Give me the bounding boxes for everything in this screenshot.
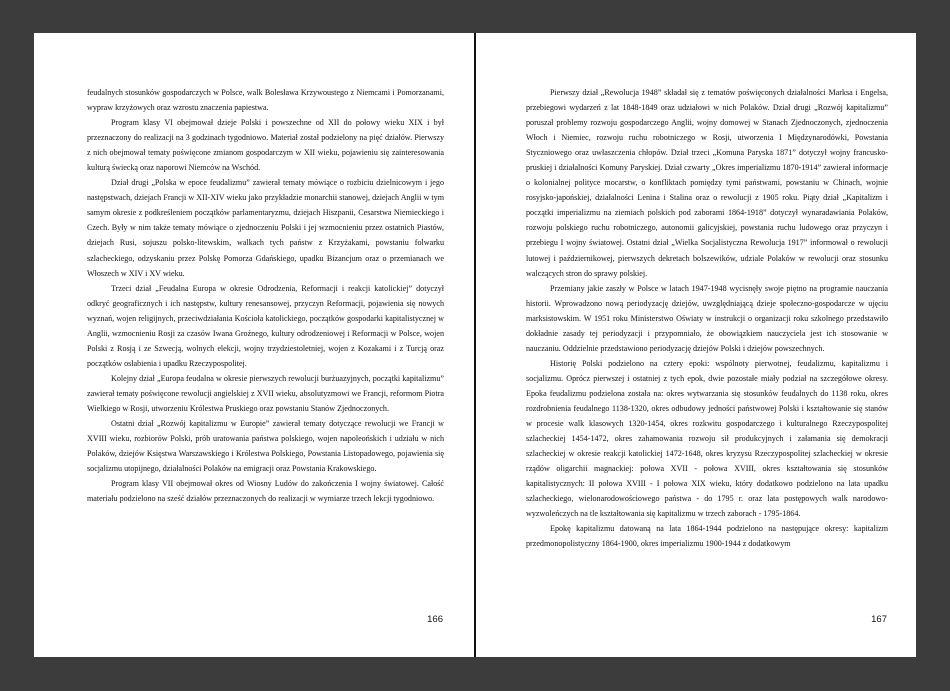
page-number: 167 bbox=[871, 614, 887, 625]
right-page-text bbox=[526, 85, 888, 551]
paragraph: Pierwszy dział „Rewolucja 1948” składał się z tematów poświęconych działalności Marksa i Engelsa, przebiegowi wydarzeń z lat 1848-1849 oraz udziałowi w nich Polaków. Dział drugi „Rozwój kapitalizmu” poruszał problemy rozwoju gospodarczego Anglii, wojny domowej w Stanach Zjednoczonych, zjednoczenia Włoch i Niemiec, rozwoju ruchu robotniczego w Rosji, utworzenia I Międzynarodówki, Powstania Styczniowego oraz uwłaszczenia chłopów. Dział trzeci „Komuna Paryska 1871” dotyczył wojny francusko-pruskiej i działalności Komuny Paryskiej. Dział czwarty „Okres imperializmu 1870-1914” zawierał informacje o kolonialnej polityce mocarstw, o konfliktach pomiędzy tymi państwami, powstaniu w Chinach, wojnie rosyjsko-japońskiej, działalności Lenina i Stalina oraz o rewolucji z 1905 roku. Piąty dział „Kapitalizm i początki imperializmu na ziemiach polskich pod zaborami 1864-1918” dotyczył wynaradawiania Polaków, rozwoju polskiego ruchu robotniczego, autonomii galicyjskiej, powstania ruchu ludowego oraz przyczyn i przebiegu I wojny światowej. Ostatni dział „Wielka Socjalistyczna Rewolucja 1917” informował o rewolucji lutowej i październikowej, pierwszych dekretach bolszewików, udziale Polaków w rewolucji oraz stosunku walczących stron do sprawy polskiej. bbox=[526, 88, 888, 278]
right-page bbox=[476, 33, 916, 657]
paragraph: Program klasy VII obejmował okres od Wiosny Ludów do zakończenia I wojny światowej. Całość materiału podzielono na sześć działów przeznaczonych do realizacji w wymiarze trzech lekcji tygodniowo. bbox=[87, 479, 444, 504]
left-page bbox=[34, 33, 474, 657]
paragraph: Ostatni dział „Rozwój kapitalizmu w Europie” zawierał tematy dotyczące rewolucji we Francji w XVIII wieku, rozbiorów Polski, prób uratowania państwa polskiego, wojen napoleońskich i udziału w nich Polaków, dziejów Księstwa Warszawskiego i Królestwa Polskiego, Powstania Listopadowego, pojawienia się socjalizmu utopijnego, działalności Polaków na emigracji oraz Powstania Krakowskiego. bbox=[87, 419, 444, 474]
paragraph: Historię Polski podzielono na cztery epoki: wspólnoty pierwotnej, feudalizmu, kapitalizmu i socjalizmu. Oprócz pierwszej i ostatniej z tych epok, dwie pozostałe miały podział na szczegółowe okresy. Epoka feudalizmu podzielona została na: okres wytwarzania się stosunków feudalnych do 1138 roku, okres rozdrobnienia feudalnego 1138-1320, okres odbudowy jedności państwowej Polski i kształtowanie się stanów w procesie walk klasowych 1320-1454, okres rozkwitu gospodarczego i kulturalnego Rzeczypospolitej szlacheckiej 1454-1472, okres zahamowania rozwoju sił produkcyjnych i załamania się demokracji szlacheckiej w okresie reakcji katolickiej 1472-1648, okres kryzysu Rzeczypospolitej szlacheckiej w okresie rządów oligarchii magnackiej: połowa XVII - połowa XVIII, okres kształtowania się stosunków kapitalistycznych: II połowa XVIII - I połowa XIX wieku, który dodatkowo podzielono na lata upadku szlacheckiego, wielonarodowościowego państwa - do 1795 r. oraz lata postępowych walk narodowo-wyzwoleńczych na tle kształtowania się kapitalizmu w trzech zaborach - 1795-1864. bbox=[526, 358, 888, 519]
paragraph: Dział drugi „Polska w epoce feudalizmu” zawierał tematy mówiące o rozbiciu dzielnicowym i jego następstwach, dziejach Francji w XII-XIV wieku jako przykładzie monarchii stanowej, dziejach Anglii w tym samym okresie z podkreśleniem początków parlamentaryzmu, dziejach Hiszpanii, Cesarstwa Niemieckiego i Czech. Były w nim także tematy mówiące o zjednoczeniu Polski i jej wzmocnieniu przez ostatnich Piastów, dziejach Rusi, sojuszu polsko-litewskim, walkach tych państw z Krzyżakami, powstaniu folwarku szlacheckiego, odzyskaniu przez Polskę Pomorza Gdańskiego, upadku Bizancjum oraz o przemianach we Włoszech w XIV i XV wieku. bbox=[87, 178, 444, 278]
paragraph: Epokę kapitalizmu datowaną na lata 1864-1944 podzielono na następujące okresy: kapitalizm przedmonopolistyczny 1864-1900, okres imperializmu 1900-1944 z dodatkowym bbox=[526, 524, 888, 549]
paragraph: Program klasy VI obejmował dzieje Polski i powszechne od XII do połowy wieku XIX i był przeznaczony do realizacji na 3 godzinach tygodniowo. Materiał został podzielony na pięć działów. Pierwszy z nich obejmował tematy poświęcone zmianom gospodarczym w XII wieku, pojawieniu się zainteresowania kulturą świecką oraz naporowi Niemców na Wschód. bbox=[87, 118, 444, 173]
paragraph: Kolejny dział „Europa feudalna w okresie pierwszych rewolucji burżuazyjnych, początki kapitalizmu” zawierał tematy poświęcone rewolucji angielskiej z XVII wieku, absolutyzmowi we Francji, reformom Piotra Wielkiego w Rosji, utworzeniu Królestwa Pruskiego oraz powstaniu Stanów Zjednoczonych. bbox=[87, 373, 444, 413]
page-number: 166 bbox=[427, 614, 443, 625]
left-page-text bbox=[87, 85, 444, 506]
paragraph: Przemiany jakie zaszły w Polsce w latach 1947-1948 wycisnęły swoje piętno na programie nauczania historii. Wprowadzono nową periodyzację dziejów, uwzględniającą dzieje społeczno-gospodarcze w ujęciu marksistowskim. W 1951 roku Ministerstwo Oświaty w instrukcji o organizacji roku szkolnego przedstawiło dokładnie zasady tej periodyzacji i przypomniało, że obowiązkiem nauczyciela jest ich stosowanie w nauczaniu. Oddzielnie przedstawiono periodyzację dziejów Polski i dziejów powszechnych. bbox=[526, 283, 888, 353]
paragraph: feudalnych stosunków gospodarczych w Polsce, walk Bolesława Krzywoustego z Niemcami i Pomorzanami, wypraw krzyżowych oraz wzrostu znaczenia papiestwa. bbox=[87, 88, 444, 113]
paragraph: Trzeci dział „Feudalna Europa w okresie Odrodzenia, Reformacji i reakcji katolickiej” dotyczył odkryć geograficznych i ich następstw, kultury renesansowej, przyczyn Reformacji, pojawienia się nowych wyznań, wojen religijnych, przeciwdziałania Kościoła katolickiego, początków gospodarki kapitalistycznej w Anglii, wzmocnieniu Rosji za czasów Iwana Groźnego, kultury odrodzeniowej i Reformacji w Polsce, wojen Polski z Rosją i ze Szwecją, wolnych elekcji, wojny trzydziestoletniej, wojen z Kozakami i z Turcją oraz początków osłabienia i upadku Rzeczypospolitej. bbox=[87, 283, 444, 368]
